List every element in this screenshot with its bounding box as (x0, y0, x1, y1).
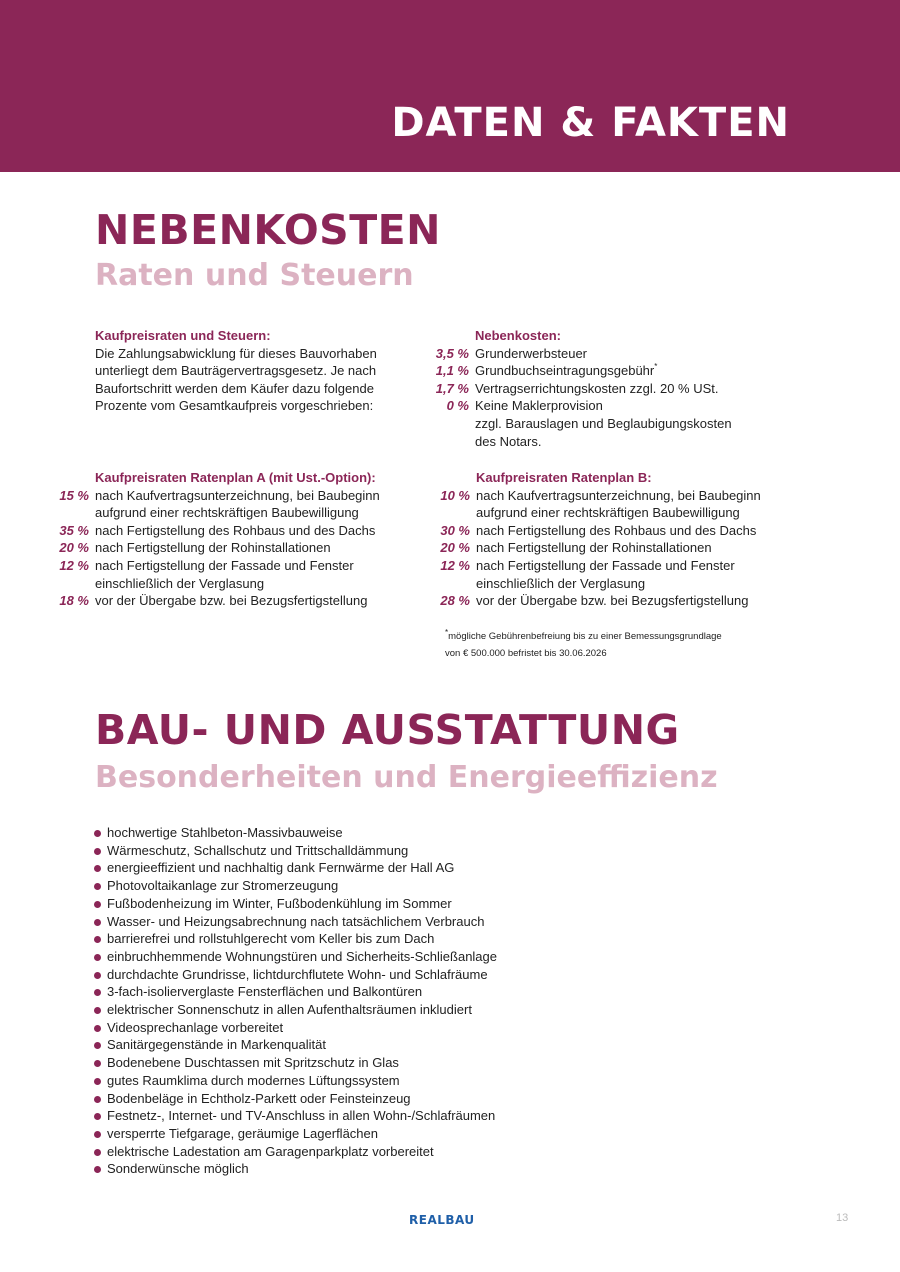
ratenplan-line: nach Fertigstellung der Fassade und Fenster (95, 557, 354, 573)
nebenkosten-block (435, 327, 835, 450)
feature-item: Videosprechanlage vorbereitet (93, 1019, 497, 1037)
footnote-mark: * (654, 362, 658, 372)
footnote (445, 628, 722, 662)
nebenkosten-item (435, 380, 835, 398)
ratenplan-line: nach Kaufvertragsunterzeichnung, bei Baubeginn (476, 487, 761, 503)
ratenplan-line: nach Fertigstellung der Fassade und Fenster (476, 557, 735, 573)
feature-item: Bodenbeläge in Echtholz-Parkett oder Feinsteinzeug (93, 1090, 497, 1108)
feature-item: einbruchhemmende Wohnungstüren und Sicherheits-Schließanlage (93, 948, 497, 966)
nebenkosten-item-text: Vertragserrichtungskosten zzgl. 20 % USt. (475, 380, 719, 396)
nebenkosten-item (446, 397, 835, 415)
percent-value: 12 % (59, 557, 89, 573)
ratenplan-row (440, 522, 836, 540)
feature-item: elektrischer Sonnenschutz in allen Aufenthaltsräumen inkludiert (93, 1001, 497, 1019)
feature-item: hochwertige Stahlbeton-Massivbauweise (93, 824, 497, 842)
feature-item: 3-fach-isolierverglaste Fensterflächen und Balkontüren (93, 983, 497, 1001)
percent-value: 1,1 % (435, 363, 469, 379)
ratenplan-b-heading: Kaufpreisraten Ratenplan B: (476, 470, 652, 485)
ratenplan-line: aufgrund einer rechtskräftigen Baubewilligung (476, 505, 740, 521)
ratenplan-line: aufgrund einer rechtskräftigen Baubewilligung (95, 505, 359, 521)
ratenplan-a-heading: Kaufpreisraten Ratenplan A (mit Ust.-Option): (95, 470, 376, 485)
feature-item: Sonderwünsche möglich (93, 1160, 497, 1178)
nebenkosten-item-text: Grundbuchseintragungsgebühr (475, 363, 655, 379)
footnote-mark: * (445, 628, 449, 637)
feature-item: Fußbodenheizung im Winter, Fußbodenkühlung im Sommer (93, 895, 497, 913)
percent-value: 10 % (440, 487, 470, 503)
kaufpreisraten-line: Prozente vom Gesamtkaufpreis vorgeschrieben: (95, 398, 374, 414)
feature-item: Festnetz-, Internet- und TV-Anschluss in allen Wohn-/Schlafräumen (93, 1107, 497, 1125)
ratenplan-row (59, 592, 435, 610)
section-title-nebenkosten: NEBENKOSTEN (95, 206, 441, 254)
feature-item: durchdachte Grundrisse, lichtdurchflutete Wohn- und Schlafräume (93, 966, 497, 984)
ratenplan-line: vor der Übergabe bzw. bei Bezugsfertigstellung (476, 593, 749, 609)
header-band (0, 0, 900, 172)
ratenplan-row (440, 592, 836, 610)
percent-value: 12 % (440, 557, 470, 573)
feature-item: barrierefrei und rollstuhlgerecht vom Keller bis zum Dach (93, 930, 497, 948)
ratenplan-line: einschließlich der Verglasung (476, 575, 646, 591)
ratenplan-row (440, 487, 836, 522)
feature-item: gutes Raumklima durch modernes Lüftungssystem (93, 1072, 497, 1090)
percent-value: 35 % (59, 522, 89, 538)
kaufpreisraten-line: unterliegt dem Bauträgervertragsgesetz. Je nach (95, 363, 377, 379)
nebenkosten-heading: Nebenkosten: (475, 328, 561, 343)
kaufpreisraten-line: Die Zahlungsabwicklung für dieses Bauvorhaben (95, 345, 377, 361)
ratenplan-row (59, 522, 435, 540)
realbau-logo: REALBAU (409, 1213, 475, 1227)
nebenkosten-item-text: Keine Maklerprovision (475, 398, 603, 414)
feature-item: versperrte Tiefgarage, geräumige Lagerflächen (93, 1125, 497, 1143)
ratenplan-b-block (440, 469, 836, 610)
feature-item: Photovoltaikanlage zur Stromerzeugung (93, 877, 497, 895)
header-title: DATEN & FAKTEN (391, 100, 790, 146)
percent-value: 20 % (59, 540, 89, 556)
percent-value: 15 % (59, 487, 89, 503)
percent-value: 28 % (440, 593, 470, 609)
ratenplan-line: nach Fertigstellung des Rohbaus und des Dachs (476, 522, 757, 538)
ratenplan-line: vor der Übergabe bzw. bei Bezugsfertigstellung (95, 593, 368, 609)
ratenplan-row (59, 557, 435, 592)
feature-item: Bodenebene Duschtassen mit Spritzschutz in Glas (93, 1054, 497, 1072)
ratenplan-line: nach Kaufvertragsunterzeichnung, bei Baubeginn (95, 487, 380, 503)
nebenkosten-item (435, 345, 835, 363)
nebenkosten-item-text: Grunderwerbsteuer (475, 345, 587, 361)
ratenplan-line: nach Fertigstellung der Rohinstallationen (476, 540, 712, 556)
feature-item: elektrische Ladestation am Garagenparkplatz vorbereitet (93, 1143, 497, 1161)
kaufpreisraten-heading: Kaufpreisraten und Steuern: (95, 328, 271, 343)
nebenkosten-extra-line: des Notars. (475, 433, 542, 449)
ratenplan-row (59, 487, 435, 522)
feature-item: energieeffizient und nachhaltig dank Fernwärme der Hall AG (93, 859, 497, 877)
nebenkosten-item (435, 362, 835, 380)
feature-item: Wasser- und Heizungsabrechnung nach tatsächlichem Verbrauch (93, 913, 497, 931)
percent-value: 1,7 % (435, 380, 469, 396)
section-subtitle-bau: Besonderheiten und Energieeffizienz (95, 760, 718, 795)
feature-list (93, 824, 497, 1178)
ratenplan-line: nach Fertigstellung des Rohbaus und des Dachs (95, 522, 376, 538)
section-title-bau: BAU- UND AUSSTATTUNG (95, 706, 680, 754)
feature-item: Sanitärgegenstände in Markenqualität (93, 1036, 497, 1054)
percent-value: 20 % (440, 540, 470, 556)
ratenplan-line: nach Fertigstellung der Rohinstallationen (95, 540, 331, 556)
section-subtitle-nebenkosten: Raten und Steuern (95, 258, 414, 293)
percent-value: 30 % (440, 522, 470, 538)
footnote-line: mögliche Gebührenbefreiung bis zu einer Bemessungsgrundlage (448, 631, 722, 642)
footnote-line: von € 500.000 befristet bis 30.06.2026 (445, 648, 607, 659)
kaufpreisraten-block (95, 327, 435, 415)
percent-value: 18 % (59, 593, 89, 609)
percent-value: 0 % (446, 398, 469, 414)
ratenplan-line: einschließlich der Verglasung (95, 575, 265, 591)
feature-item: Wärmeschutz, Schallschutz und Trittschalldämmung (93, 842, 497, 860)
ratenplan-row (440, 539, 836, 557)
ratenplan-a-block (59, 469, 435, 610)
ratenplan-row (59, 539, 435, 557)
kaufpreisraten-line: Baufortschritt werden dem Käufer dazu folgende (95, 380, 374, 396)
nebenkosten-extra-line: zzgl. Barauslagen und Beglaubigungskosten (475, 415, 732, 431)
percent-value: 3,5 % (435, 345, 469, 361)
page-number: 13 (836, 1212, 849, 1224)
ratenplan-row (440, 557, 836, 592)
